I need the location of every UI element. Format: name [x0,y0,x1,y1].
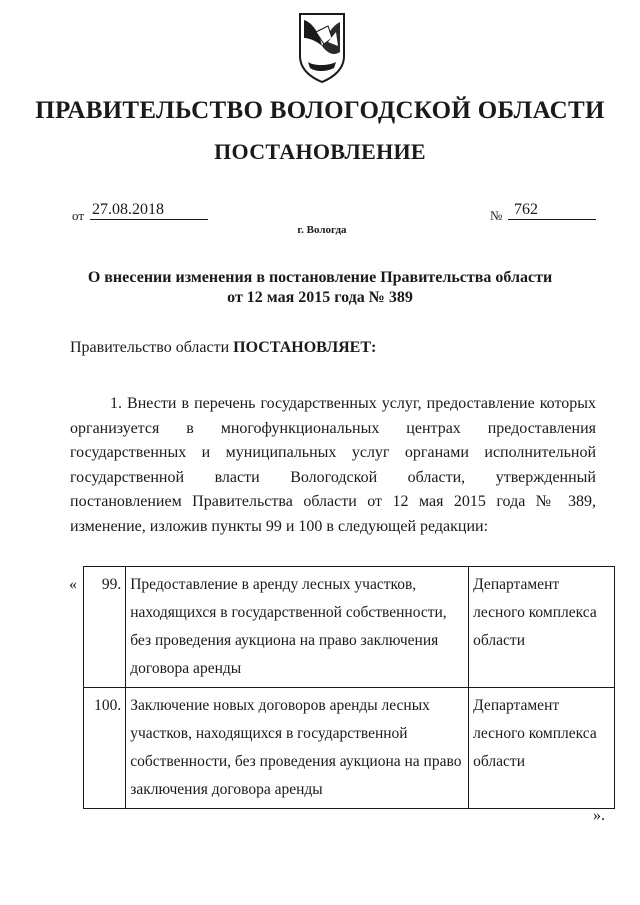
item-number: 100. [84,688,126,809]
preamble [70,339,376,357]
document-type-title: ПОСТАНОВЛЕНИЕ [214,139,426,164]
number-label: № [490,208,503,223]
paragraph-1: 1. Внести в перечень государственных услуг, предоставление которых организуется в многофункциональных центрах предоставления государственных и муниципальных услуг органами исполнительной государственной власти Вологодской области, утвержденный постановлением Правительства области от 12 мая 2015 года № 389, изменение, изложив пункты 99 и 100 в следующей редакции: [70,395,596,535]
item-description: Заключение новых договоров аренды лесных участков, находящихся в государственной собственности, без проведения аукциона на право заключения договора аренды [126,688,469,809]
date-label: от [72,208,85,223]
item-department: Департамент лесного комплекса области [469,567,615,688]
document-subject [60,268,580,308]
table-row [84,688,615,809]
closing-quote: ». [593,807,605,824]
opening-quote: « [69,576,77,593]
preamble-decree-word: ПОСТАНОВЛЯЕТ: [233,339,377,356]
subject-line-1: О внесении изменения в постановление Правительства области [87,269,553,286]
coat-of-arms-emblem [298,12,346,84]
item-description: Предоставление в аренду лесных участков, находящихся в государственной собственности, без проведения аукциона на право заключения договора аренды [126,567,469,688]
number-value: 762 [508,201,596,220]
item-number: 99. [84,567,126,688]
city-label: г. Вологда [297,224,347,236]
subject-line-2: от 12 мая 2015 года № 389 [227,289,413,306]
date-value: 27.08.2018 [90,201,208,220]
services-table [83,566,615,809]
table-row [84,567,615,688]
preamble-text: Правительство области [70,339,230,356]
government-title: ПРАВИТЕЛЬСТВО ВОЛОГОДСКОЙ ОБЛАСТИ [35,97,605,124]
item-department: Департамент лесного комплекса области [469,688,615,809]
